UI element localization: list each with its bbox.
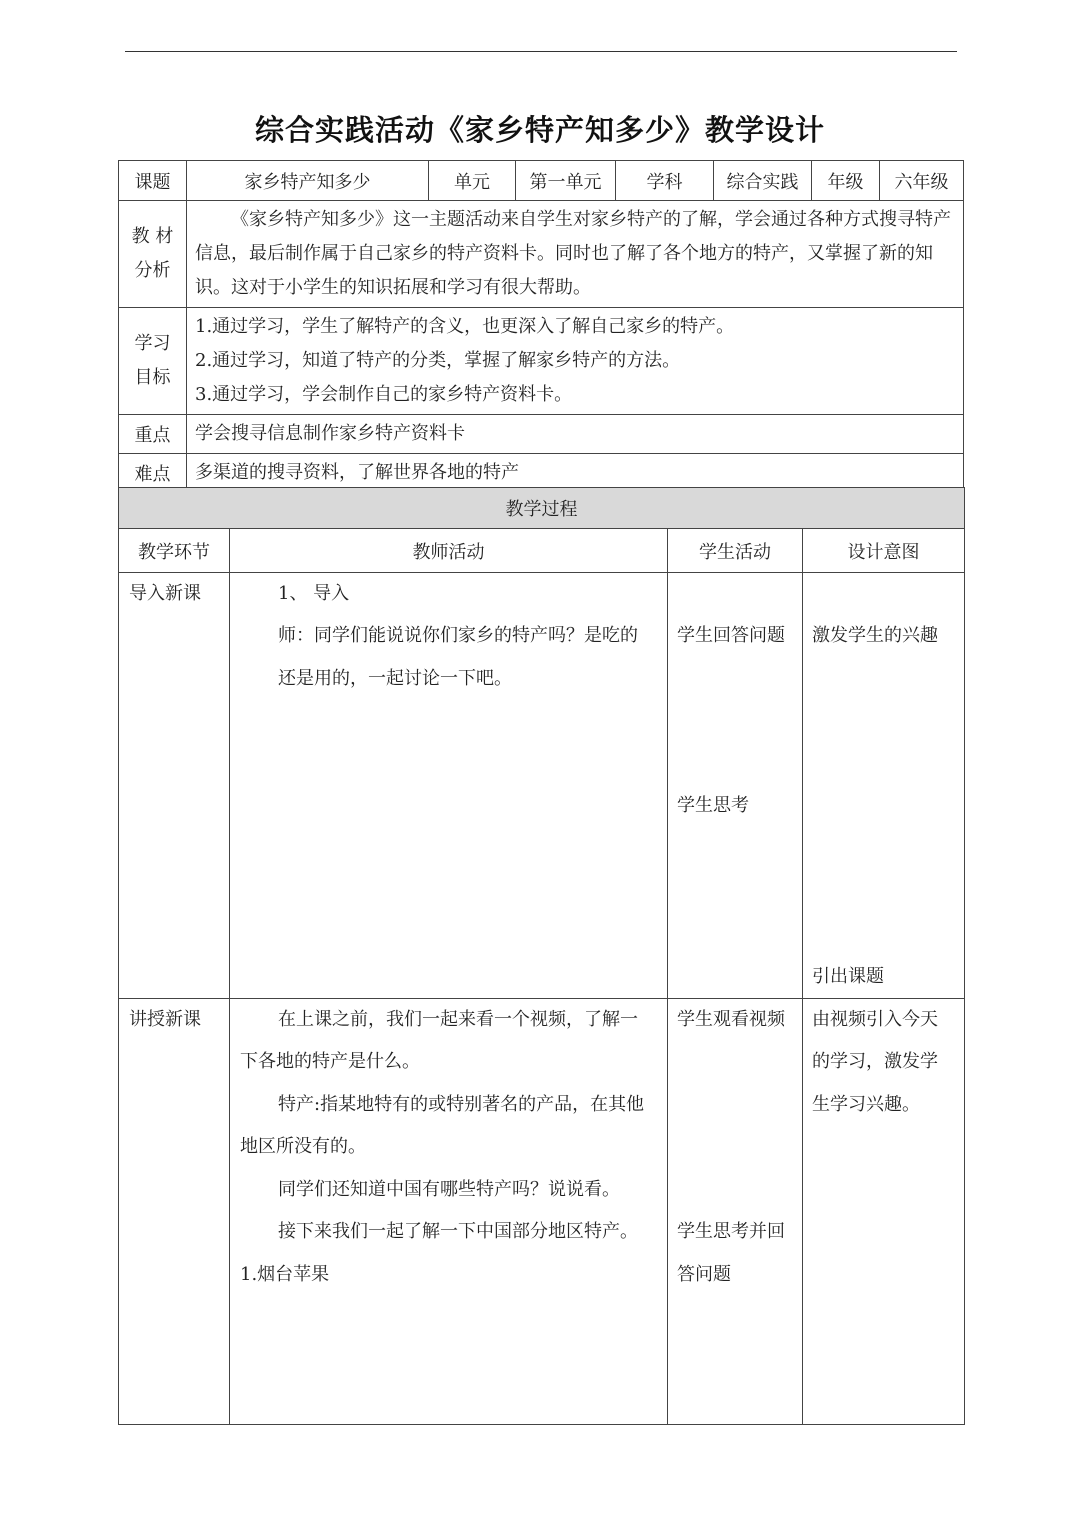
analysis-cell	[187, 201, 964, 308]
student-line: 学生思考	[677, 795, 749, 816]
goal-item: 1.通过学习，学生了解特产的含义，也更深入了解自己家乡的特产。	[195, 316, 735, 337]
subject-label: 学科	[616, 161, 714, 201]
topic-row	[119, 161, 964, 201]
info-table	[118, 160, 964, 493]
header-rule	[125, 51, 957, 52]
student-line: 学生思考并回	[677, 1221, 785, 1242]
analysis-label-line-1: 教 材	[131, 226, 174, 247]
topic-label: 课题	[119, 161, 187, 201]
key-row	[119, 415, 964, 454]
process-table	[118, 487, 965, 1425]
student-line: 学生观看视频	[677, 1009, 785, 1030]
column-header-student: 学生活动	[668, 529, 803, 573]
goals-row	[119, 308, 964, 415]
subject-value: 综合实践	[714, 161, 812, 201]
process-column-header-row	[119, 529, 965, 573]
column-header-teacher: 教师活动	[230, 529, 668, 573]
teacher-line: 1.烟台苹果	[240, 1264, 330, 1285]
intent-line: 生学习兴趣。	[812, 1094, 920, 1115]
teacher-line: 1、 导入	[278, 583, 350, 604]
intent-line: 由视频引入今天	[812, 1009, 938, 1030]
analysis-label-line-2: 分析	[134, 260, 171, 281]
column-header-stage: 教学环节	[119, 529, 230, 573]
teacher-cell	[230, 573, 668, 999]
goals-cell	[187, 308, 964, 415]
process-heading-row	[119, 488, 965, 529]
key-text: 学会搜寻信息制作家乡特产资料卡	[187, 415, 964, 454]
goals-label	[119, 308, 187, 415]
stage-cell	[119, 573, 230, 999]
unit-value: 第一单元	[516, 161, 616, 201]
teacher-line: 特产:指某地特有的或特别著名的产品，在其他	[278, 1094, 645, 1115]
intent-cell	[803, 999, 965, 1425]
goal-item: 3.通过学习，学会制作自己的家乡特产资料卡。	[195, 384, 573, 405]
teacher-line: 接下来我们一起了解一下中国部分地区特产。	[278, 1221, 638, 1242]
key-label: 重点	[119, 415, 187, 454]
stage-cell	[119, 999, 230, 1425]
teacher-line: 下各地的特产是什么。	[240, 1051, 420, 1072]
intent-cell	[803, 573, 965, 999]
goals-label-line-1: 学习	[134, 333, 171, 354]
stage-label: 讲授新课	[129, 1009, 201, 1030]
document-title: 综合实践活动《家乡特产知多少》教学设计	[254, 113, 825, 147]
unit-label: 单元	[429, 161, 516, 201]
teacher-cell	[230, 999, 668, 1425]
difficulty-text: 多渠道的搜寻资料，了解世界各地的特产	[187, 454, 964, 493]
goals-label-line-2: 目标	[134, 367, 171, 388]
teacher-line: 同学们还知道中国有哪些特产吗？说说看。	[278, 1179, 620, 1200]
intent-line: 的学习，激发学	[812, 1051, 938, 1072]
grade-value: 六年级	[880, 161, 964, 201]
analysis-row	[119, 201, 964, 308]
student-cell	[668, 573, 803, 999]
analysis-text: 《家乡特产知多少》这一主题活动来自学生对家乡特产的了解，学会通过各种方式搜寻特产信息，最后制作属于自己家乡的特产资料卡。同时也了解了各个地方的特产，又掌握了新的知识。这对于小学生的知识拓展和学习有很大帮助。	[195, 209, 951, 298]
analysis-label	[119, 201, 187, 308]
difficulty-label: 难点	[119, 454, 187, 493]
stage-label: 导入新课	[129, 583, 201, 604]
teacher-line: 在上课之前，我们一起来看一个视频，了解一	[278, 1009, 638, 1030]
grade-label: 年级	[812, 161, 880, 201]
student-line: 学生回答问题	[677, 625, 785, 646]
goal-item: 2.通过学习，知道了特产的分类，掌握了解家乡特产的方法。	[195, 350, 681, 371]
teacher-line: 师：同学们能说说你们家乡的特产吗？是吃的	[278, 625, 638, 646]
table-row	[119, 573, 965, 999]
process-heading: 教学过程	[119, 488, 965, 529]
column-header-intent: 设计意图	[803, 529, 965, 573]
intent-line: 引出课题	[812, 966, 884, 987]
student-line: 答问题	[677, 1264, 731, 1285]
teacher-line: 还是用的，一起讨论一下吧。	[278, 668, 512, 689]
student-cell	[668, 999, 803, 1425]
topic-value: 家乡特产知多少	[187, 161, 429, 201]
table-row	[119, 999, 965, 1425]
teacher-line: 地区所没有的。	[240, 1136, 366, 1157]
intent-line: 激发学生的兴趣	[812, 625, 938, 646]
